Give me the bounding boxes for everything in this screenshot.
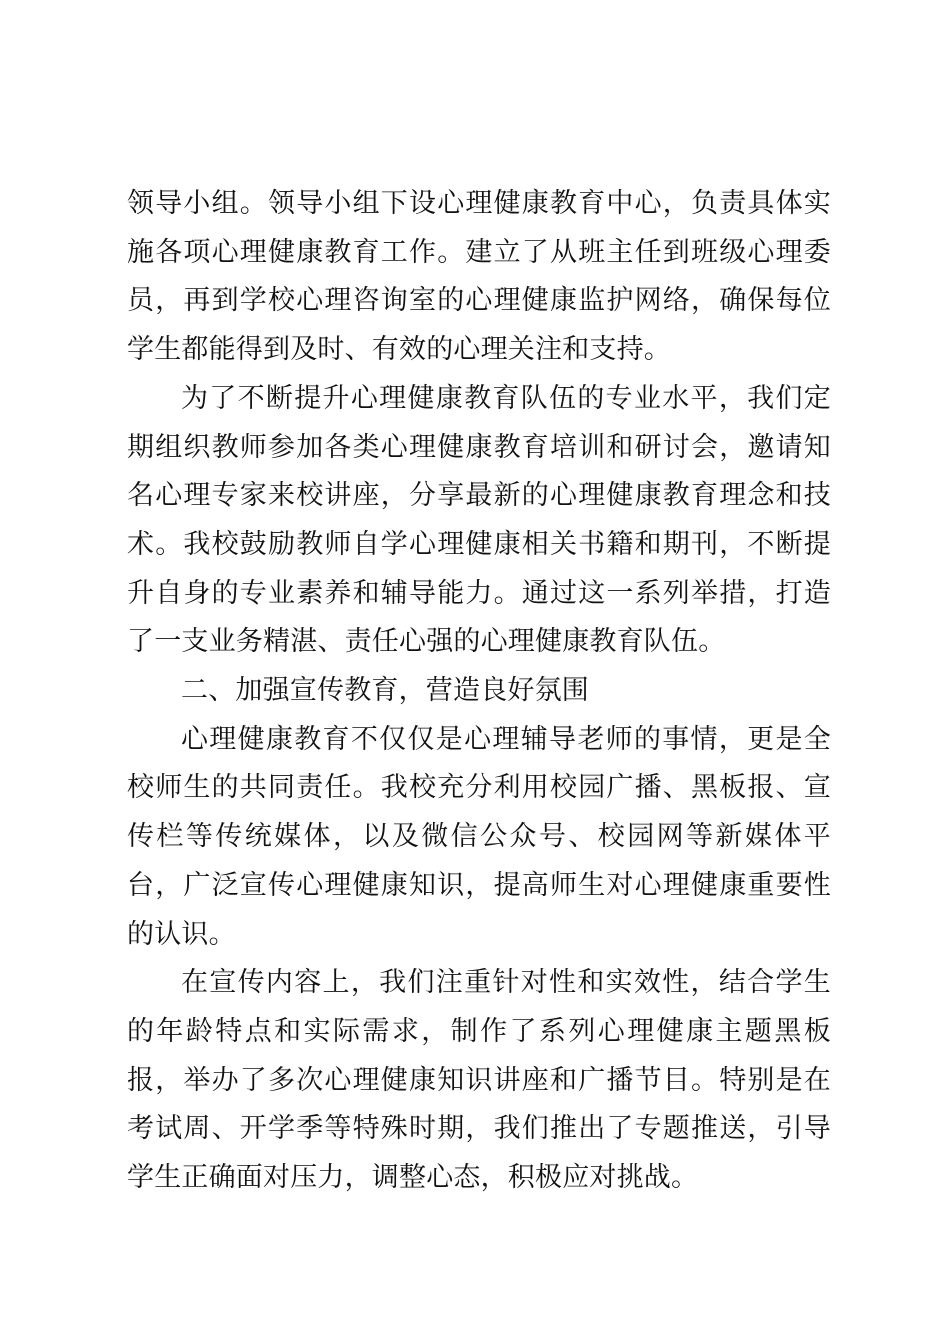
paragraph-leadership-group: 领导小组。领导小组下设心理健康教育中心，负责具体实施各项心理健康教育工作。建立了从班主任到班级心理委员，再到学校心理咨询室的心理健康监护网络，确保每位学生都能得到及时、有效的心理关注和支持。 [127, 188, 831, 366]
paragraph-publicity-content: 在宣传内容上，我们注重针对性和实效性，结合学生的年龄特点和实际需求，制作了系列心理健康主题黑板报，举办了多次心理健康知识讲座和广播节目。特别是在考试周、开学季等特殊时期，我们推出了专题推送，引导学生正确面对压力，调整心态，积极应对挑战。 [127, 967, 831, 1194]
paragraph-team-training: 为了不断提升心理健康教育队伍的专业水平，我们定期组织教师参加各类心理健康教育培训和研讨会，邀请知名心理专家来校讲座，分享最新的心理健康教育理念和技术。我校鼓励教师自学心理健康相关书籍和期刊，不断提升自身的专业素养和辅导能力。通过这一系列举措，打造了一支业务精湛、责任心强的心理健康教育队伍。 [127, 382, 831, 658]
section-heading-publicity: 二、加强宣传教育，营造良好氛围 [181, 675, 589, 707]
paragraph-shared-responsibility: 心理健康教育不仅仅是心理辅导老师的事情，更是全校师生的共同责任。我校充分利用校园广播、黑板报、宣传栏等传统媒体，以及微信公众号、校园网等新媒体平台，广泛宣传心理健康知识，提高师生对心理健康重要性的认识。 [127, 723, 831, 950]
document-body [127, 180, 831, 1203]
